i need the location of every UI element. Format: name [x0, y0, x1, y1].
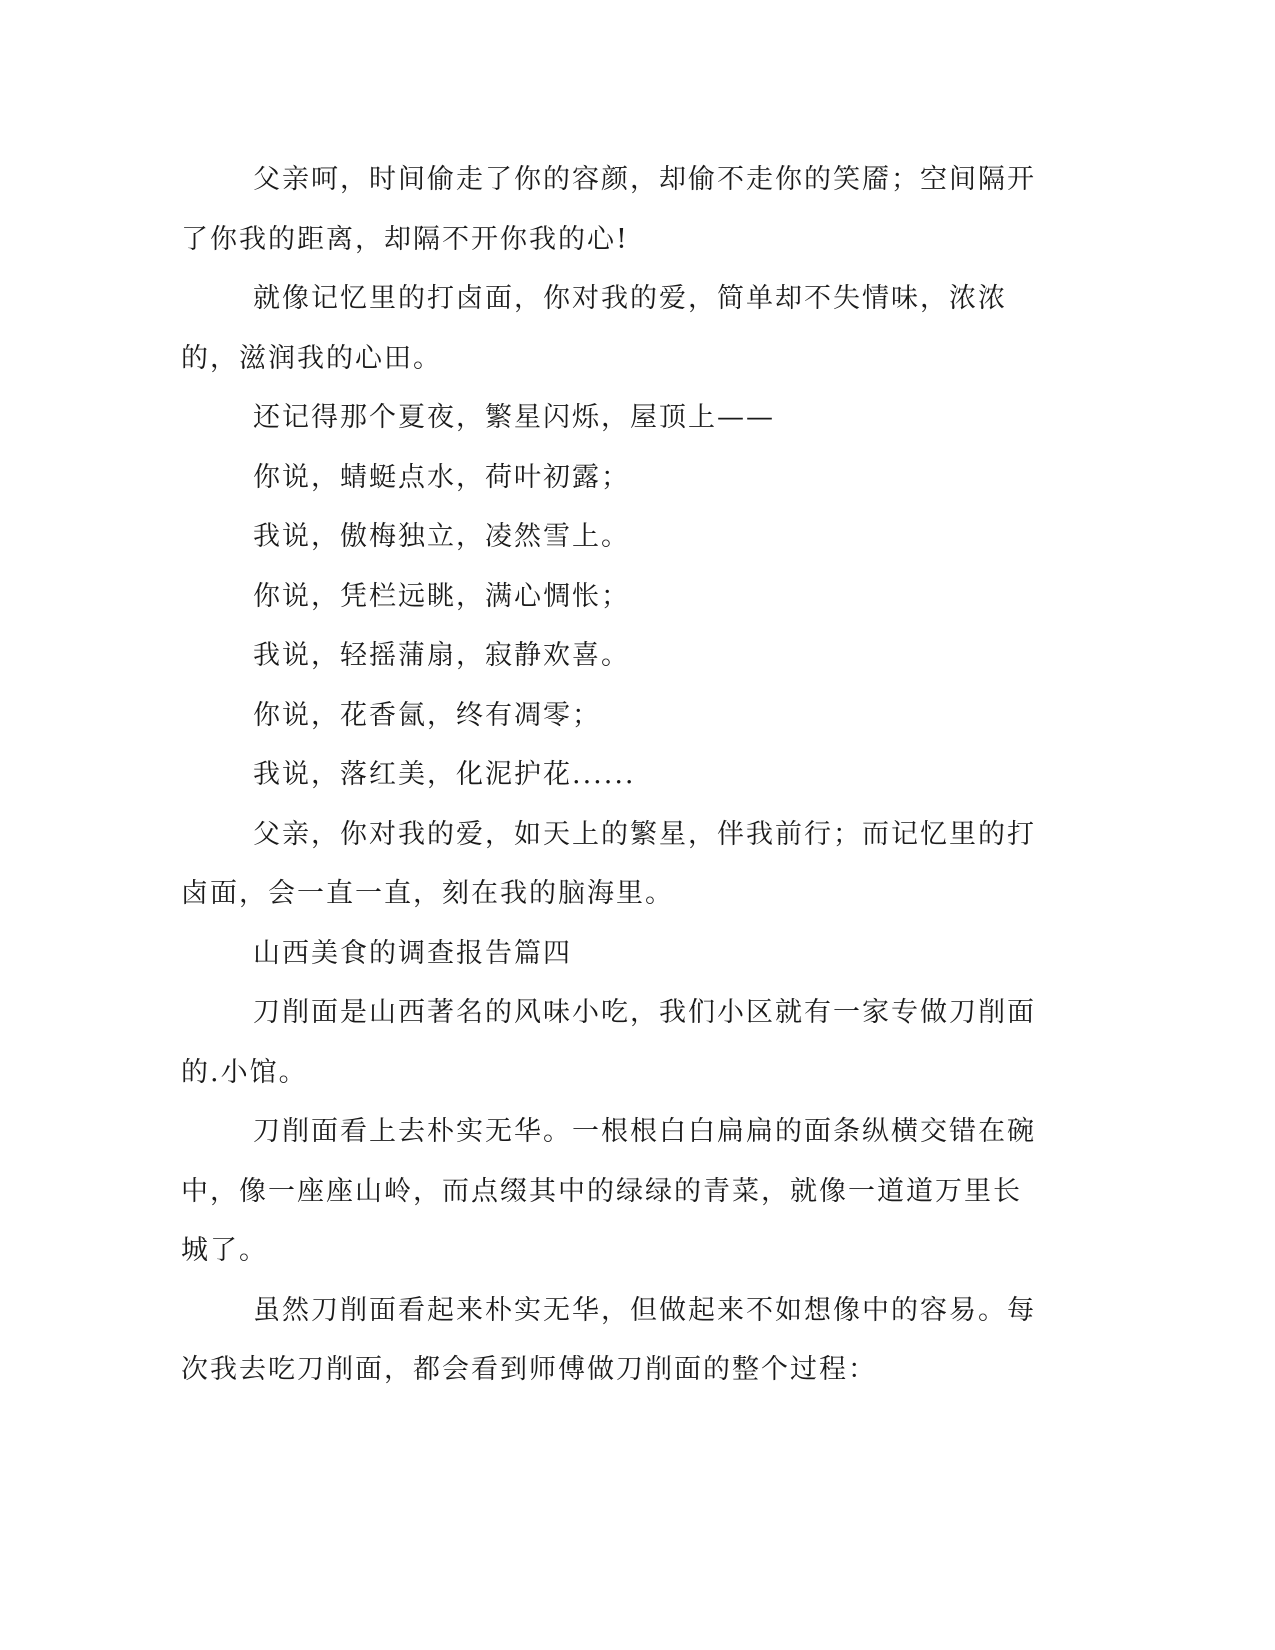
- paragraph: 就像记忆里的打卤面，你对我的爱，简单却不失情味，浓浓的，滋润我的心田。: [181, 283, 1007, 374]
- paragraph: 虽然刀削面看起来朴实无华，但做起来不如想像中的容易。每次我去吃刀削面，都会看到师傅做刀削面的整个过程：: [181, 1294, 1036, 1385]
- paragraph: 我说，落红美，化泥护花......: [253, 759, 636, 790]
- paragraph: 刀削面是山西著名的风味小吃，我们小区就有一家专做刀削面的.小馆。: [181, 997, 1036, 1088]
- paragraph: 你说，凭栏远眺，满心惆怅；: [253, 580, 630, 612]
- paragraph: 你说，花香氤，终有凋零；: [253, 699, 601, 731]
- section-heading: 山西美食的调查报告篇四: [253, 937, 572, 969]
- paragraph: 父亲，你对我的爱，如天上的繁星，伴我前行；而记忆里的打卤面，会一直一直，刻在我的脑海里。: [181, 818, 1036, 909]
- paragraph: 我说，轻摇蒲扇，寂静欢喜。: [253, 640, 630, 671]
- paragraph: 刀削面看上去朴实无华。一根根白白扁扁的面条纵横交错在碗中，像一座座山岭，而点缀其中的绿绿的青菜，就像一道道万里长城了。: [181, 1116, 1036, 1266]
- paragraph: 还记得那个夏夜，繁星闪烁，屋顶上——: [253, 402, 775, 433]
- paragraph: 你说，蜻蜓点水，荷叶初露；: [253, 461, 630, 493]
- document-body: [181, 150, 1039, 1400]
- paragraph: 父亲呵，时间偷走了你的容颜，却偷不走你的笑靥；空间隔开了你我的距离，却隔不开你我的心!: [181, 164, 1036, 255]
- paragraph: 我说，傲梅独立，凌然雪上。: [253, 521, 630, 552]
